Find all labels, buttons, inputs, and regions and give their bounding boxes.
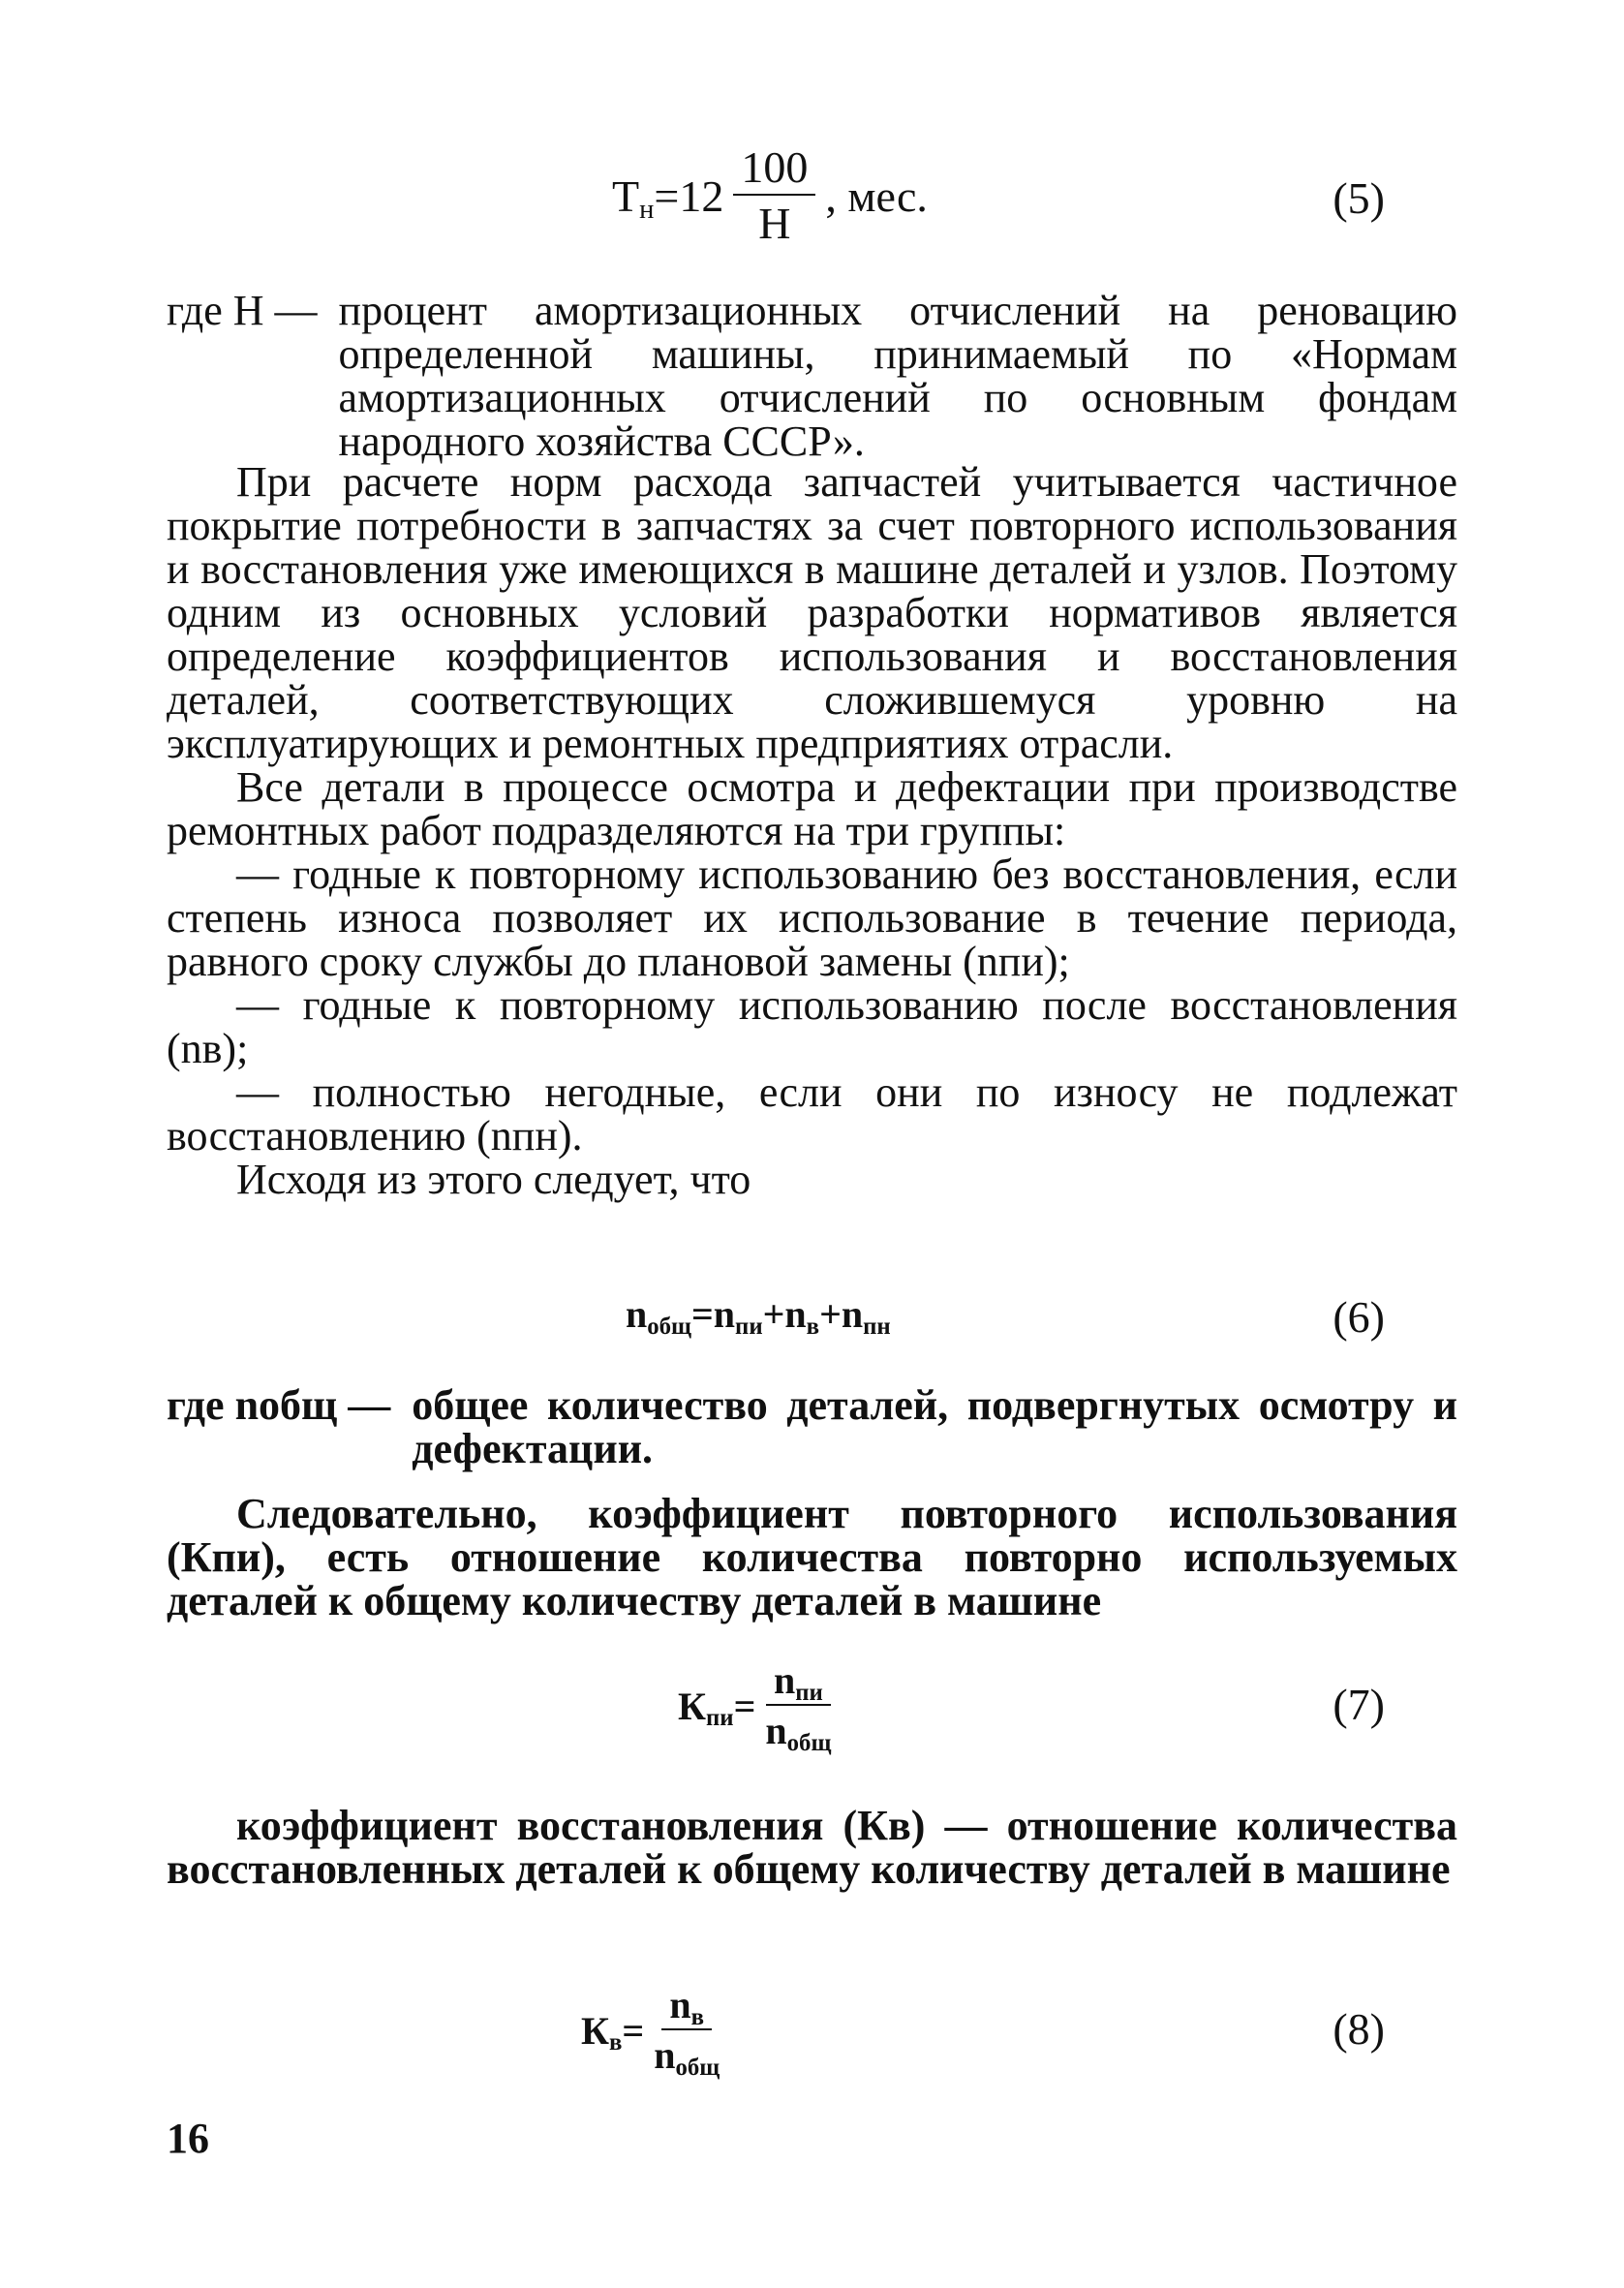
where-n-label: где nобщ — [167,1381,391,1429]
formula-7-denominator: nобщ [765,1709,832,1756]
formula-5 [0,142,1624,262]
where-h-text: процент амортизационных отчислений на реновацию определенной машины, принимаемый по «Нормам амортизационных отчислений по основным фондам народного хозяйства СССР». [338,287,1457,465]
page-number: 16 [167,2115,209,2162]
formula-5-prefix: =12 [654,170,724,221]
formula-6-n-unfit: nпн [841,1292,891,1340]
formula-6-plus-2: + [819,1292,842,1336]
formula-5-denominator: Н [758,199,791,248]
paragraph-2: Все детали в процессе осмотра и дефектации при производстве ремонтных работ подразделяются на три группы: [167,763,1457,854]
paragraph-3: — годные к повторному использованию без восстановления, если степень износа позволяет их использование в течение периода, равного сроку службы до плановой замены (nпи); [167,850,1457,985]
formula-7-lhs: Кпи [678,1684,734,1732]
body-text-3 [167,1804,1457,1891]
paragraph-k: Следовательно, коэффициент повторного использования (Кпи), есть отношение количества повторно используемых деталей к общему количеству деталей в машине [167,1490,1457,1624]
formula-8-denominator: nобщ [654,2033,720,2081]
formula-6-equals: = [690,1292,714,1336]
formula-8 [0,1976,1624,2092]
formula-6 [0,1264,1624,1380]
formula-5-lhs: Тн [612,170,655,226]
paragraph-5: — полностью негодные, если они по износу не подлежат восстановлению (nпн). [167,1068,1457,1159]
paragraph-1: При расчете норм расхода запчастей учитывается частичное покрытие потребности в запчастях за счет повторного использования и восстановления уже имеющихся в машине деталей и узлов. Поэтому одним из основных условий разработки нормативов является определение коэффициентов использования и восстановления деталей, соответствующих сложившемуся уровню на эксплуатирующих и ремонтных предприятиях отрасли. [167,458,1457,767]
paragraph-4: — годные к повторному использованию после восстановления (nв); [167,981,1457,1072]
formula-7-equals: = [733,1684,756,1728]
formula-5-number: (5) [1333,173,1385,223]
formula-7 [0,1652,1624,1768]
where-h-definition [167,289,1457,463]
paragraph-6: Исходя из этого следует, что [236,1156,751,1203]
body-text-1 [167,460,1457,1201]
formula-5-suffix: , мес. [825,170,928,221]
formula-5-fraction [733,142,815,248]
formula-6-number: (6) [1333,1292,1385,1342]
formula-7-number: (7) [1333,1680,1385,1729]
formula-8-equals: = [622,2008,645,2053]
formula-7-fraction [765,1658,832,1756]
formula-6-n-total: nобщ [626,1292,691,1340]
formula-8-numerator: nв [661,1986,712,2030]
where-n-text: общее количество деталей, подвергнутых осмотру и дефектации. [412,1381,1457,1472]
formula-8-number: (8) [1333,2004,1385,2054]
formula-6-n-restore: nв [784,1292,820,1340]
formula-5-numerator: 100 [733,145,815,196]
where-h-label: где Н — [167,287,318,334]
formula-8-lhs: Кв [581,2008,623,2056]
formula-6-n-reuse: nпи [713,1292,763,1340]
paragraph-kv: коэффициент восстановления (Кв) — отношение количества восстановленных деталей к общему количеству деталей в машине [167,1802,1457,1893]
formula-6-plus-1: + [762,1292,785,1336]
body-text-2 [167,1383,1457,1623]
formula-8-fraction [654,1983,720,2081]
formula-7-numerator: nпи [766,1661,831,1706]
